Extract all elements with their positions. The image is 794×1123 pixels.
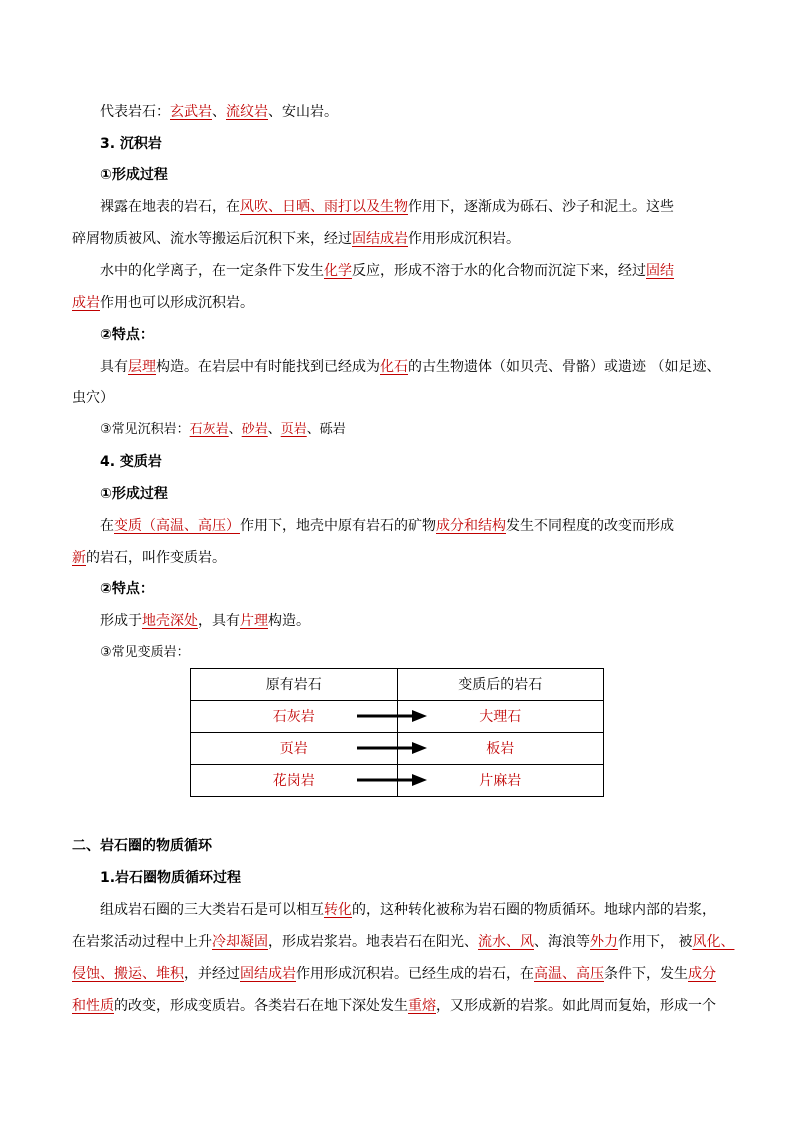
paragraph-sedimentary-formation-cont <box>72 230 520 248</box>
metamorphic-rock-table <box>190 668 604 797</box>
answer-cooling: 冷却凝固 <box>212 934 268 950</box>
table-cell-to: 板岩 <box>397 733 604 765</box>
subheading-features: ②特点： <box>100 327 154 343</box>
paragraph-metamorphic-features <box>100 612 310 630</box>
paragraph-rock-cycle-2 <box>72 933 734 951</box>
text: 代表岩石： <box>100 104 170 120</box>
paragraph-rock-cycle-3 <box>72 965 716 983</box>
column-header-metamorphosed: 变质后的岩石 <box>397 669 604 701</box>
column-header-original: 原有岩石 <box>191 669 398 701</box>
text: 在岩浆活动过程中上升 <box>72 934 212 950</box>
text: 、 <box>212 104 226 120</box>
table-cell-to: 片麻岩 <box>397 765 604 797</box>
table-cell-from <box>191 701 398 733</box>
answer-limestone: 石灰岩 <box>189 422 229 437</box>
answer-metamorphism: 变质（高温、高压） <box>114 518 240 534</box>
answer-transform: 转化 <box>324 902 352 918</box>
answer-external-force: 外力 <box>590 934 618 950</box>
paragraph-rock-cycle-1 <box>100 901 716 919</box>
answer-composition: 成分 <box>688 966 716 982</box>
paragraph-sedimentary-features-cont: 虫穴） <box>72 390 114 406</box>
text: ，又形成新的岩浆。如此周而复始，形成一个 <box>436 998 716 1014</box>
text: 在 <box>100 518 114 534</box>
cell-text: 花岗岩 <box>272 772 315 789</box>
answer-rhyolite: 流纹岩 <box>226 104 268 120</box>
answer-composition-structure: 成分和结构 <box>436 518 506 534</box>
text: 、 <box>267 422 281 437</box>
answer-new: 新 <box>72 550 86 566</box>
subheading-formation-process-2: ①形成过程 <box>100 486 168 502</box>
paragraph-rock-cycle-4 <box>72 997 716 1015</box>
text: 的改变，形成变质岩。各类岩石在地下深处发生 <box>114 998 408 1014</box>
answer-deep-crust: 地壳深处 <box>142 613 198 629</box>
text: 碎屑物质被风、流水等搬运后沉积下来，经过 <box>72 231 352 247</box>
text: 作用下，逐渐成为砾石、沙子和泥土。这些 <box>408 199 674 215</box>
arrow-right-icon <box>357 709 427 723</box>
text: ，具有 <box>198 613 240 629</box>
text: ，并经过 <box>184 966 240 982</box>
text: 作用下，地壳中原有岩石的矿物 <box>240 518 436 534</box>
text: 条件下，发生 <box>604 966 688 982</box>
table-cell-from <box>191 733 398 765</box>
subheading-features-2: ②特点： <box>100 581 154 597</box>
heading-rock-cycle: 二、岩石圈的物质循环 <box>72 838 212 854</box>
answer-lithification-2: 固结成岩 <box>240 966 296 982</box>
text: 发生不同程度的改变而形成 <box>506 518 674 534</box>
table-header-row <box>191 669 604 701</box>
cell-text: 页岩 <box>279 740 308 757</box>
answer-foliation: 片理 <box>240 613 268 629</box>
answer-water-wind: 流水、风 <box>478 934 534 950</box>
answer-remelting: 重熔 <box>408 998 436 1014</box>
text: 组成岩石圈的三大类岩石是可以相互 <box>100 902 324 918</box>
text: 反应，形成不溶于水的化合物而沉淀下来，经过 <box>352 263 646 279</box>
table-cell-from <box>191 765 398 797</box>
paragraph-sedimentary-features <box>100 358 720 376</box>
text: 的，这种转化被称为岩石圈的物质循环。地球内部的岩浆， <box>352 902 716 918</box>
heading-sedimentary-rock: 3. 沉积岩 <box>100 136 162 152</box>
text: 、砾岩 <box>306 422 346 437</box>
text: 作用形成沉积岩。 <box>408 231 520 247</box>
cell-text: 石灰岩 <box>272 708 315 725</box>
paragraph-metamorphic-formation <box>100 517 674 535</box>
text: 水中的化学离子，在一定条件下发生 <box>100 263 324 279</box>
text: 、安山岩。 <box>268 104 338 120</box>
text: 、海浪等 <box>534 934 590 950</box>
arrow-right-icon <box>357 773 427 787</box>
answer-fossil: 化石 <box>380 359 408 375</box>
paragraph-metamorphic-formation-cont <box>72 549 226 567</box>
answer-bedding: 层理 <box>128 359 156 375</box>
table-row <box>191 765 604 797</box>
text: 构造。 <box>268 613 310 629</box>
answer-basalt: 玄武岩 <box>170 104 212 120</box>
text: 、 <box>228 422 242 437</box>
text: ，形成岩浆岩。地表岩石在阳光、 <box>268 934 478 950</box>
text: 形成于 <box>100 613 142 629</box>
answer-external-forces: 风吹、日晒、雨打以及生物 <box>240 199 408 215</box>
answer-erosion-transport-deposition: 侵蚀、搬运、堆积 <box>72 966 184 982</box>
text: 裸露在地表的岩石，在 <box>100 199 240 215</box>
text: 作用形成沉积岩。已经生成的岩石，在 <box>296 966 534 982</box>
answer-sandstone: 砂岩 <box>241 422 268 437</box>
answer-high-temp-pressure: 高温、高压 <box>534 966 604 982</box>
text: 具有 <box>100 359 128 375</box>
answer-rock-forming: 成岩 <box>72 295 100 311</box>
answer-shale: 页岩 <box>280 422 307 437</box>
answer-properties: 和性质 <box>72 998 114 1014</box>
table-row <box>191 733 604 765</box>
text: 的岩石，叫作变质岩。 <box>86 550 226 566</box>
text: 构造。在岩层中有时能找到已经成为 <box>156 359 380 375</box>
paragraph-chemical-sedimentation <box>100 262 674 280</box>
line-representative-rocks <box>100 103 338 121</box>
answer-chemical: 化学 <box>324 263 352 279</box>
subheading-formation-process: ①形成过程 <box>100 167 168 183</box>
common-metamorphic-rocks-label: ③常见变质岩： <box>100 645 190 660</box>
table-cell-to: 大理石 <box>397 701 604 733</box>
answer-lithification: 固结成岩 <box>352 231 408 247</box>
subheading-rock-cycle-process: 1.岩石圈物质循环过程 <box>100 870 242 886</box>
common-sedimentary-rocks <box>100 421 346 439</box>
answer-consolidation: 固结 <box>646 263 674 279</box>
text: 的古生物遗体（如贝壳、骨骼）或遗迹 （如足迹、 <box>408 359 721 375</box>
text: ③常见沉积岩： <box>100 422 190 437</box>
paragraph-chemical-sedimentation-cont <box>72 294 254 312</box>
heading-metamorphic-rock: 4. 变质岩 <box>100 454 162 470</box>
arrow-right-icon <box>357 741 427 755</box>
answer-weathering: 风化、 <box>692 934 735 950</box>
text: 作用也可以形成沉积岩。 <box>100 295 254 311</box>
table-row <box>191 701 604 733</box>
text: 作用下， 被 <box>618 934 693 950</box>
paragraph-sedimentary-formation <box>100 198 674 216</box>
